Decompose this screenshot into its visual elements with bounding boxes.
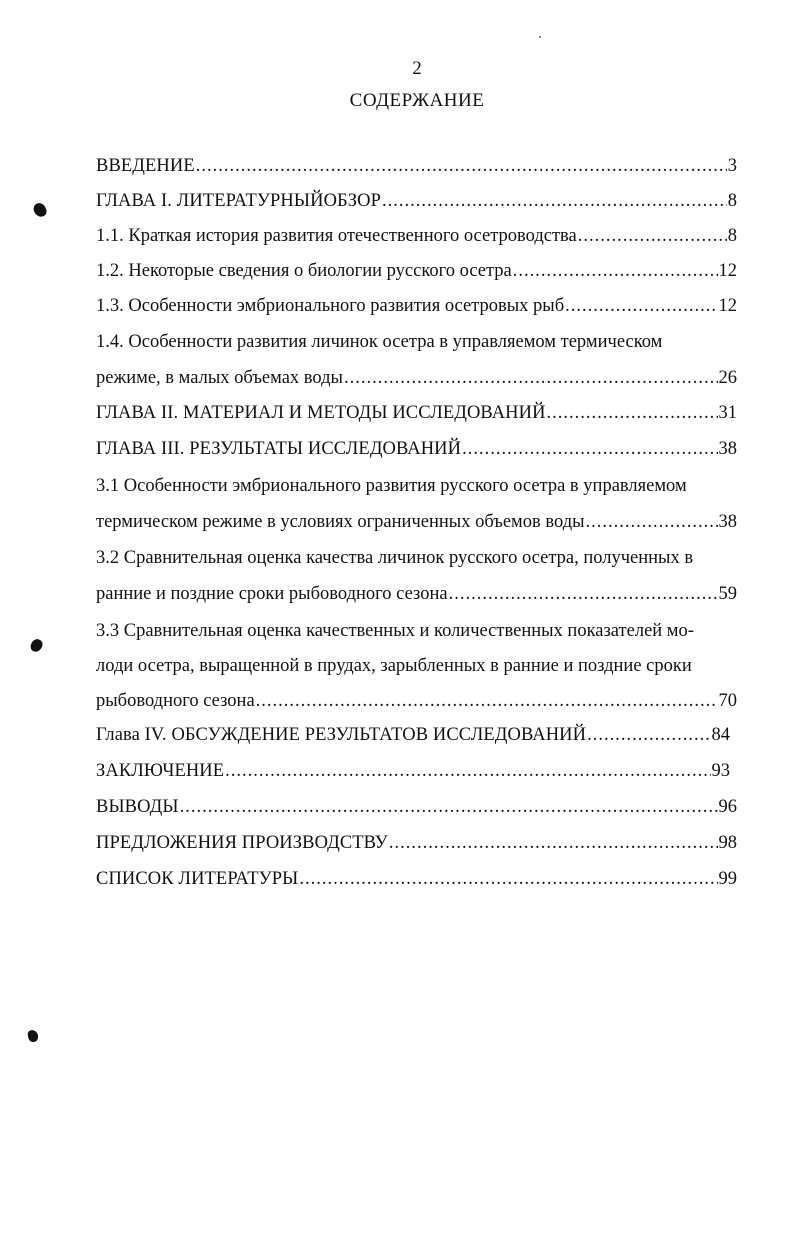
toc-entry-title: ВЫВОДЫ	[96, 797, 179, 817]
toc-leader-dots	[586, 510, 718, 534]
toc-entry-1-4[interactable]	[96, 366, 737, 392]
scan-mark	[27, 1029, 39, 1043]
toc-entry-3-3-line2: лоди осетра, выращенной в прудах, зарыбленных в ранние и поздние сроки	[96, 656, 692, 676]
toc-entry-page: 93	[711, 761, 730, 781]
toc-entry-page: 8	[727, 226, 737, 246]
toc-entry-3-2[interactable]	[96, 582, 737, 608]
toc-leader-dots	[382, 189, 727, 213]
toc-entry-3-1[interactable]	[96, 510, 737, 536]
toc-leader-dots	[180, 795, 718, 819]
toc-entry-conclusion[interactable]	[96, 759, 730, 785]
toc-entry-page: 31	[718, 403, 737, 423]
toc-entry-page: 3	[727, 156, 737, 176]
toc-entry-chapter-4[interactable]	[96, 723, 730, 749]
toc-entry-page: 26	[718, 368, 737, 388]
toc-entry-title: 1.2. Некоторые сведения о биологии русского осетра	[96, 261, 512, 281]
toc-entry-page: 70	[718, 691, 737, 711]
toc-entry-page: 8	[727, 191, 737, 211]
toc-leader-dots	[449, 582, 718, 606]
toc-entry-1-3[interactable]	[96, 294, 737, 320]
toc-entry-title: СПИСОК ЛИТЕРАТУРЫ	[96, 869, 299, 889]
toc-leader-dots	[225, 759, 710, 783]
toc-entry-page: 38	[718, 512, 737, 532]
toc-entry-1-4-line1: 1.4. Особенности развития личинок осетра в управляемом термическом	[96, 332, 663, 352]
scan-speck	[539, 36, 541, 38]
toc-entry-references[interactable]	[96, 867, 737, 893]
toc-leader-dots	[196, 154, 727, 178]
toc-entry-page: 12	[718, 296, 737, 316]
toc-entry-introduction[interactable]	[96, 154, 737, 180]
toc-leader-dots	[587, 723, 710, 747]
toc-leader-dots	[578, 224, 727, 248]
toc-entry-title: ЗАКЛЮЧЕНИЕ	[96, 761, 225, 781]
toc-leader-dots	[389, 831, 718, 855]
toc-entry-title: ВВЕДЕНИЕ	[96, 156, 195, 176]
toc-entry-chapter-2[interactable]	[96, 401, 737, 427]
toc-entry-title: ГЛАВА I. ЛИТЕРАТУРНЫЙОБЗОР	[96, 191, 381, 211]
page-number: 2	[412, 58, 422, 79]
toc-entry-title: рыбоводного сезона	[96, 691, 255, 711]
toc-entry-title: режиме, в малых объемах воды	[96, 368, 343, 388]
toc-entry-page: 99	[718, 869, 737, 889]
toc-entry-title: 1.3. Особенности эмбрионального развития осетровых рыб	[96, 296, 565, 316]
toc-entry-3-1-line1: 3.1 Особенности эмбрионального развития русского осетра в управляемом	[96, 476, 687, 496]
toc-entry-title: Глава IV. ОБСУЖДЕНИЕ РЕЗУЛЬТАТОВ ИССЛЕДОВАНИЙ	[96, 725, 587, 745]
toc-entry-3-2-line1: 3.2 Сравнительная оценка качества личинок русского осетра, полученных в	[96, 548, 694, 568]
toc-entry-title: 1.1. Краткая история развития отечественного осетроводства	[96, 226, 577, 246]
toc-entry-1-1[interactable]	[96, 224, 737, 250]
toc-entry-title: ранние и поздние сроки рыбоводного сезона	[96, 584, 448, 604]
toc-entry-chapter-1[interactable]	[96, 189, 737, 215]
scan-mark	[29, 637, 44, 653]
page-title: СОДЕРЖАНИЕ	[349, 90, 485, 111]
toc-entry-title: термическом режиме в условиях ограниченных объемов воды	[96, 512, 585, 532]
scan-mark	[32, 201, 48, 218]
toc-leader-dots	[547, 401, 718, 425]
toc-entry-3-3[interactable]	[96, 689, 737, 715]
toc-entry-title: ГЛАВА II. МАТЕРИАЛ И МЕТОДЫ ИССЛЕДОВАНИЙ	[96, 403, 546, 423]
toc-entry-page: 84	[711, 725, 730, 745]
toc-entry-page: 98	[718, 833, 737, 853]
toc-entry-page: 59	[718, 584, 737, 604]
toc-leader-dots	[565, 294, 717, 318]
toc-leader-dots	[462, 437, 717, 461]
toc-entry-findings[interactable]	[96, 795, 737, 821]
toc-entry-page: 38	[718, 439, 737, 459]
toc-leader-dots	[256, 689, 718, 713]
toc-entry-page: 12	[718, 261, 737, 281]
toc-entry-proposals[interactable]	[96, 831, 737, 857]
toc-entry-chapter-3[interactable]	[96, 437, 737, 463]
toc-leader-dots	[344, 366, 718, 390]
toc-leader-dots	[299, 867, 717, 891]
toc-entry-3-3-line1: 3.3 Сравнительная оценка качественных и количественных показателей мо-	[96, 621, 694, 641]
toc-entry-1-2[interactable]	[96, 259, 737, 285]
toc-entry-title: ПРЕДЛОЖЕНИЯ ПРОИЗВОДСТВУ	[96, 833, 388, 853]
toc-leader-dots	[513, 259, 718, 283]
toc-entry-title: ГЛАВА III. РЕЗУЛЬТАТЫ ИССЛЕДОВАНИЙ	[96, 439, 462, 459]
toc-entry-page: 96	[718, 797, 737, 817]
